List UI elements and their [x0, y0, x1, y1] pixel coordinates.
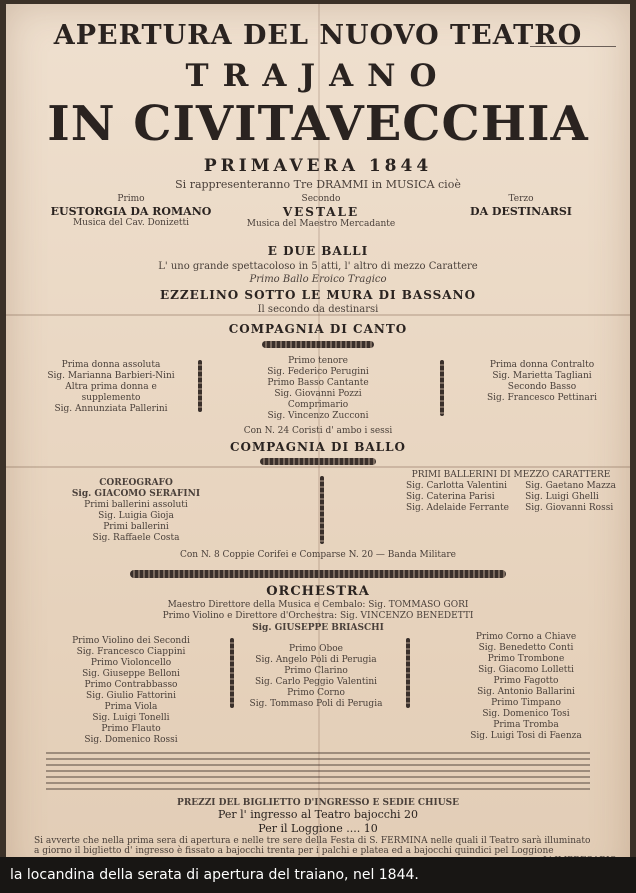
orchestra-right-column — [436, 632, 616, 742]
orchestra-left-column — [46, 636, 216, 746]
cast-name: Sig. Vincenzo Zucconi — [267, 411, 369, 421]
cast-role: Primo Violino dei Secondi — [72, 636, 190, 646]
ornament-vertical — [406, 638, 410, 708]
ornament-divider-long — [130, 570, 506, 578]
coro-canto: Con N. 24 Coristi d' ambo i sessi — [243, 426, 393, 436]
orchestra-giuseppe: Sig. GIUSEPPE BRIASCHI — [252, 623, 384, 633]
cast-name: Sig. GIACOMO SERAFINI — [71, 489, 201, 499]
ballo-left-column — [36, 478, 236, 544]
cast-role: Primo Clarino — [284, 666, 348, 676]
cast-role: Primo Trombone — [487, 654, 565, 664]
opera-title: VESTALE — [282, 205, 360, 219]
drammi-subtitle: Si rappresenteranno Tre DRAMMI in MUSICA cioè — [175, 178, 461, 191]
cast-role: Primo Timpano — [491, 698, 561, 708]
cast-name: Sig. Adelaide Ferrante — [406, 503, 509, 513]
headline-apertura: APERTURA DEL NUOVO TEATRO — [53, 20, 583, 51]
opera-primo — [46, 194, 216, 229]
ornament-vertical — [320, 476, 324, 544]
cast-name: Sig. Carlo Peggio Valentini — [254, 677, 378, 687]
compagnia-ballo-title: COMPAGNIA DI BALLO — [229, 440, 407, 454]
primo-ballo: Primo Ballo Eroico Tragico — [249, 274, 387, 285]
balli-title: E DUE BALLI — [267, 244, 369, 258]
cast-name: Sig. Domenico Tosi — [482, 709, 570, 719]
ballo-right-column — [406, 470, 616, 514]
ornament-divider — [262, 341, 374, 348]
cast-name: Sig. Luigi Ghelli — [525, 492, 599, 502]
cast-name: Sig. Caterina Parisi — [406, 492, 495, 502]
opera-secondo — [236, 194, 406, 230]
cast-role: Primo Corno — [287, 688, 345, 698]
ornament-vertical — [198, 360, 202, 412]
canto-right-column — [472, 360, 612, 404]
opera-terzo — [436, 194, 606, 218]
headline-civitavecchia: IN CIVITAVECCHIA — [47, 96, 589, 152]
cast-name: Sig. Luigi Tosi di Faenza — [470, 731, 582, 741]
secondo-ballo: Il secondo da destinarsi — [257, 304, 379, 315]
cast-role: PRIMI BALLERINI DI MEZZO CARATTERE — [411, 470, 611, 480]
orchestra-primo-violino: Primo Violino e Direttore d'Orchestra: Sig. VINCENZO BENEDETTI — [162, 611, 474, 621]
cast-name: Sig. Carlotta Valentini — [406, 481, 508, 491]
cast-role: COREOGRAFO — [99, 478, 173, 488]
opera-title: EUSTORGIA DA ROMANO — [50, 205, 212, 218]
cast-name: Sig. Luigi Tonelli — [92, 713, 170, 723]
cast-name: Sig. Domenico Rossi — [84, 735, 178, 745]
cast-role: Primo Corno a Chiave — [475, 632, 577, 642]
cast-name: Sig. Annunziata Pallerini — [54, 404, 168, 414]
cast-role: Primo Oboe — [289, 644, 343, 654]
orchestra-center-column — [246, 644, 386, 710]
canto-left-column — [36, 360, 186, 415]
cast-role: Primo Fagotto — [493, 676, 559, 686]
cast-name: Sig. Giuseppe Belloni — [82, 669, 180, 679]
cast-name: Sig. Luigia Gioja — [98, 511, 174, 521]
opera-note: Musica del Maestro Mercadante — [246, 219, 396, 229]
opera-ordinal: Primo — [117, 194, 145, 204]
cast-name: Sig. Tommaso Poli di Perugia — [249, 699, 383, 709]
cast-name: Sig. Gaetano Mazza — [525, 481, 616, 491]
cast-role: Primo Flauto — [101, 724, 161, 734]
ballo-title: EZZELINO SOTTO LE MURA DI BASSANO — [159, 288, 477, 302]
cast-role: Prima donna assoluta — [61, 360, 161, 370]
cast-name: Sig. Marianna Barbieri-Nini — [47, 371, 175, 381]
price-loggione: Per il Loggione .... 10 — [258, 822, 378, 835]
cast-name: Sig. Giovanni Rossi — [525, 503, 614, 513]
compagnia-canto-title: COMPAGNIA DI CANTO — [228, 322, 408, 336]
orchestra-title: ORCHESTRA — [266, 584, 370, 599]
cast-name: Sig. Federico Perugini — [267, 367, 369, 377]
cast-name: Sig. Giovanni Pozzi — [274, 389, 362, 399]
opera-note: Musica del Cav. Donizetti — [72, 218, 190, 228]
price-ingresso: Per l' ingresso al Teatro bajocchi 20 — [217, 808, 418, 821]
ornament-vertical — [230, 638, 234, 708]
balli-description: L' uno grande spettacoloso in 5 atti, l' altro di mezzo Carattere — [158, 261, 478, 272]
opera-title: DA DESTINARSI — [470, 205, 572, 218]
cast-role: Prima Tromba — [493, 720, 559, 730]
cast-role: Primi ballerini — [103, 522, 169, 532]
opera-ordinal: Secondo — [301, 194, 341, 204]
cast-role: Primi ballerini assoluti — [84, 500, 188, 510]
cast-name: Sig. Raffaele Costa — [92, 533, 180, 543]
cast-role: Primo tenore — [288, 356, 348, 366]
season-title: PRIMAVERA 1844 — [203, 156, 433, 176]
cast-name: Sig. Giacomo Lolletti — [478, 665, 574, 675]
cast-name: Sig. Francesco Pettinari — [487, 393, 597, 403]
theater-poster — [6, 4, 630, 888]
corpo-ballo: Con N. 8 Coppie Corifei e Comparse N. 20 — Banda Militare — [179, 550, 457, 560]
cast-role: Primo Contrabbasso — [84, 680, 178, 690]
orchestra-direttore: Maestro Direttore della Musica e Cembalo: Sig. TOMMASO GORI — [167, 600, 469, 610]
ornament-divider — [260, 458, 376, 465]
cast-name: Sig. Marietta Tagliani — [492, 371, 592, 381]
cast-name: Sig. Francesco Ciappini — [76, 647, 186, 657]
cast-role: Altra prima donna e supplemento — [65, 382, 157, 403]
cast-role: Prima donna Contralto — [489, 360, 595, 370]
cast-name: Sig. Benedetto Conti — [478, 643, 574, 653]
prices-header: PREZZI DEL BIGLIETTO D'INGRESSO E SEDIE CHIUSE — [177, 798, 459, 808]
image-caption: la locandina della serata di apertura del traiano, nel 1844. — [0, 857, 636, 893]
cast-role: Secondo Basso — [507, 382, 577, 392]
cast-name: Sig. Angelo Poli di Perugia — [255, 655, 377, 665]
footer-notice: Si avverte che nella prima sera di apertura e nelle tre sere della Festa di S. FERMINA nelle quali il Teatro sarà illuminato a giorno il biglietto d' ingresso è fissato a bajocchi trenta per i palchi e platea ed a bajocchi quindici pel Loggione — [34, 836, 591, 856]
canto-center-column — [238, 356, 398, 422]
fine-print-block — [46, 752, 590, 794]
opera-ordinal: Terzo — [508, 194, 534, 204]
cast-role: Primo Basso Cantante — [267, 378, 369, 388]
cast-role: Prima Viola — [104, 702, 158, 712]
cast-role: Primo Violoncello — [90, 658, 172, 668]
ornament-vertical — [440, 360, 444, 416]
cast-name: Sig. Giulio Fattorini — [86, 691, 176, 701]
cast-role: Comprimario — [287, 400, 349, 410]
cast-name: Sig. Antonio Ballarini — [477, 687, 575, 697]
headline-trajano: TRAJANO — [185, 58, 451, 94]
